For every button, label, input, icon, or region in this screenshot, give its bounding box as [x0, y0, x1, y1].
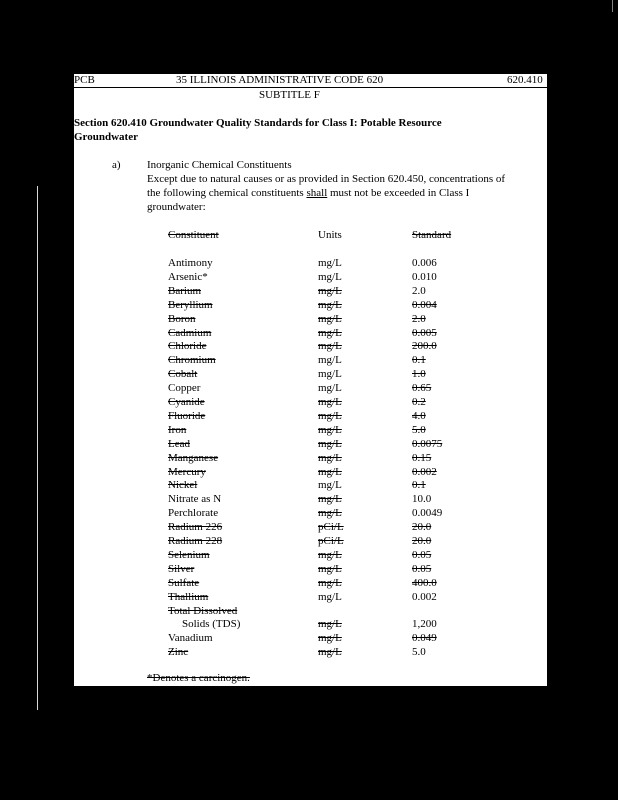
constituent-name: Zinc [168, 646, 189, 659]
paragraph-line2 [147, 187, 469, 201]
constituent-standard: 20.0 [412, 535, 432, 547]
table-row [168, 326, 468, 340]
constituent-units: mg/L [318, 465, 342, 478]
table-row [168, 451, 468, 465]
table-row [168, 645, 468, 659]
constituent-standard: 0.002 [412, 590, 437, 603]
constituent-standard: 0.004 [412, 298, 437, 311]
constituent-units: pCi/L [318, 521, 344, 534]
constituent-units: mg/L [318, 284, 342, 297]
table-row [168, 312, 468, 326]
constituent-units: mg/L [318, 409, 342, 422]
header-right: 620.410 [507, 74, 543, 86]
section-title-line1: Section 620.410 Groundwater Quality Standards for Class I: Potable Resource [74, 117, 442, 129]
table-row [168, 492, 468, 506]
table-row [168, 617, 468, 631]
constituent-standard: 4.0 [412, 409, 426, 422]
constituent-name: Thallium [168, 590, 209, 603]
constituent-units: mg/L [318, 423, 342, 436]
constituent-name: Radium 226 [168, 521, 223, 534]
paragraph-line1: Except due to natural causes or as provided in Section 620.450, concentrations of [147, 173, 506, 185]
table-row [168, 520, 468, 534]
constituent-units: mg/L [318, 576, 342, 589]
header-subtitle: SUBTITLE F [259, 89, 320, 101]
constituent-units: mg/L [318, 354, 342, 367]
table-row [168, 339, 468, 353]
table-row [168, 590, 468, 604]
constituent-standard: 10.0 [412, 493, 432, 506]
constituent-name: Selenium [168, 548, 210, 561]
constituent-standard: 1,200 [412, 618, 437, 631]
constituent-standard: 0.0049 [412, 507, 443, 520]
table-row [168, 284, 468, 298]
constituent-units: mg/L [318, 507, 342, 520]
constituent-standard: 0.05 [412, 562, 432, 575]
word-shall: shall [306, 187, 328, 199]
constituent-name: Cyanide [168, 396, 205, 408]
table-row [168, 548, 468, 562]
paragraph-line2-start: the following chemical constituents [147, 187, 307, 199]
constituent-units: mg/L [318, 382, 342, 395]
table-row [168, 256, 468, 270]
constituent-units: mg/L [318, 646, 342, 659]
table-row [168, 465, 468, 479]
constituent-units: mg/L [318, 451, 342, 464]
constituent-name: Cobalt [168, 368, 198, 381]
table-row [168, 409, 468, 423]
constituent-units: mg/L [318, 312, 342, 325]
constituent-name: Total Dissolved [168, 604, 238, 617]
constituent-units: mg/L [318, 437, 342, 450]
constituent-name: Chromium [168, 354, 216, 367]
table-row [168, 576, 468, 590]
footnote: *Denotes a carcinogen. [147, 672, 250, 684]
constituent-name: Radium 228 [168, 535, 223, 547]
constituent-units: mg/L [318, 298, 342, 311]
table-row [168, 423, 468, 437]
table-header-row [168, 228, 468, 242]
constituent-standard: 5.0 [412, 646, 426, 659]
table-row [168, 437, 468, 451]
table-row [168, 353, 468, 367]
constituent-units: mg/L [318, 479, 342, 492]
constituent-units: mg/L [318, 340, 342, 353]
subsection-letter: a) [112, 159, 121, 171]
constituent-standard: 400.0 [412, 576, 437, 589]
paragraph-line3: groundwater: [147, 201, 206, 213]
constituent-name: Mercury [168, 465, 206, 478]
constituent-standard: 0.15 [412, 451, 432, 464]
constituent-units: mg/L [318, 326, 342, 339]
table-row [168, 562, 468, 576]
constituent-standard: 0.1 [412, 479, 426, 492]
constituent-name: Fluoride [168, 409, 206, 422]
constituent-name: Sulfate [168, 576, 200, 589]
constituent-standard: 0.049 [412, 632, 437, 645]
constituent-standard: 0.1 [412, 354, 426, 367]
document-page [74, 74, 547, 686]
constituent-standard: 0.05 [412, 548, 432, 561]
constituent-name: Lead [168, 437, 190, 450]
constituent-name: Nitrate as N [168, 493, 222, 506]
constituent-standard: 0.005 [412, 326, 437, 339]
constituent-standard: 0.65 [412, 382, 432, 395]
constituent-units: mg/L [318, 590, 342, 603]
constituent-units: mg/L [318, 548, 342, 561]
table-row [168, 395, 468, 409]
constituent-name: Manganese [168, 451, 219, 464]
table-row [168, 506, 468, 520]
header-center: 35 ILLINOIS ADMINISTRATIVE CODE 620 [176, 74, 384, 86]
constituent-units: pCi/L [318, 535, 344, 547]
constituent-standard: 0.010 [412, 270, 437, 283]
constituent-standard: 2.0 [412, 312, 426, 325]
constituent-standard: 1.0 [412, 368, 426, 381]
constituent-units: mg/L [318, 368, 342, 381]
constituent-units: mg/L [318, 257, 342, 269]
table-row [168, 270, 468, 284]
constituent-name: Antimony [168, 257, 213, 269]
column-header-constituent: Constituent [168, 229, 219, 241]
constituent-standard: 20.0 [412, 521, 432, 534]
constituent-name: Beryllium [168, 298, 213, 311]
table-row [168, 298, 468, 312]
constituent-standard: 2.0 [412, 284, 426, 297]
constituent-name: Perchlorate [168, 507, 219, 520]
constituent-units: mg/L [318, 632, 342, 645]
table-row [168, 631, 468, 645]
table-row [168, 478, 468, 492]
constituent-name: Solids (TDS) [182, 618, 241, 631]
constituent-units: mg/L [318, 618, 342, 631]
constituent-standard: 0.0075 [412, 437, 443, 450]
constituent-standard: 0.2 [412, 396, 426, 408]
constituent-name: Cadmium [168, 326, 212, 339]
constituent-standard: 5.0 [412, 423, 426, 436]
table-row [168, 534, 468, 548]
constituent-name: Barium [168, 284, 201, 297]
subsection-heading: Inorganic Chemical Constituents [147, 159, 292, 171]
constituent-name: Arsenic* [168, 270, 208, 283]
constituent-name: Silver [168, 562, 195, 575]
constituent-units: mg/L [318, 270, 342, 283]
constituent-name: Iron [168, 423, 187, 436]
constituent-name: Chloride [168, 340, 207, 353]
table-row [168, 381, 468, 395]
scan-artifact-top-right [612, 0, 613, 12]
constituent-name: Nickel [168, 479, 198, 492]
scan-artifact-left [37, 186, 38, 710]
constituent-units: mg/L [318, 562, 342, 575]
constituent-standard: 0.006 [412, 257, 437, 269]
constituent-name: Boron [168, 312, 196, 325]
paragraph-line2-end: must not be exceeded in Class I [327, 187, 470, 199]
header-rule [74, 87, 547, 88]
constituent-units: mg/L [318, 396, 342, 408]
constituent-name: Copper [168, 382, 201, 395]
constituent-name: Vanadium [168, 632, 213, 645]
column-header-standard: Standard [412, 229, 452, 241]
header-left: PCB [74, 74, 95, 86]
constituent-standard: 0.002 [412, 465, 437, 478]
column-header-units: Units [318, 229, 342, 241]
constituent-standard: 200.0 [412, 340, 437, 353]
table-row [168, 604, 468, 618]
table-row [168, 367, 468, 381]
section-title-line2: Groundwater [74, 131, 138, 143]
constituent-units: mg/L [318, 493, 342, 506]
